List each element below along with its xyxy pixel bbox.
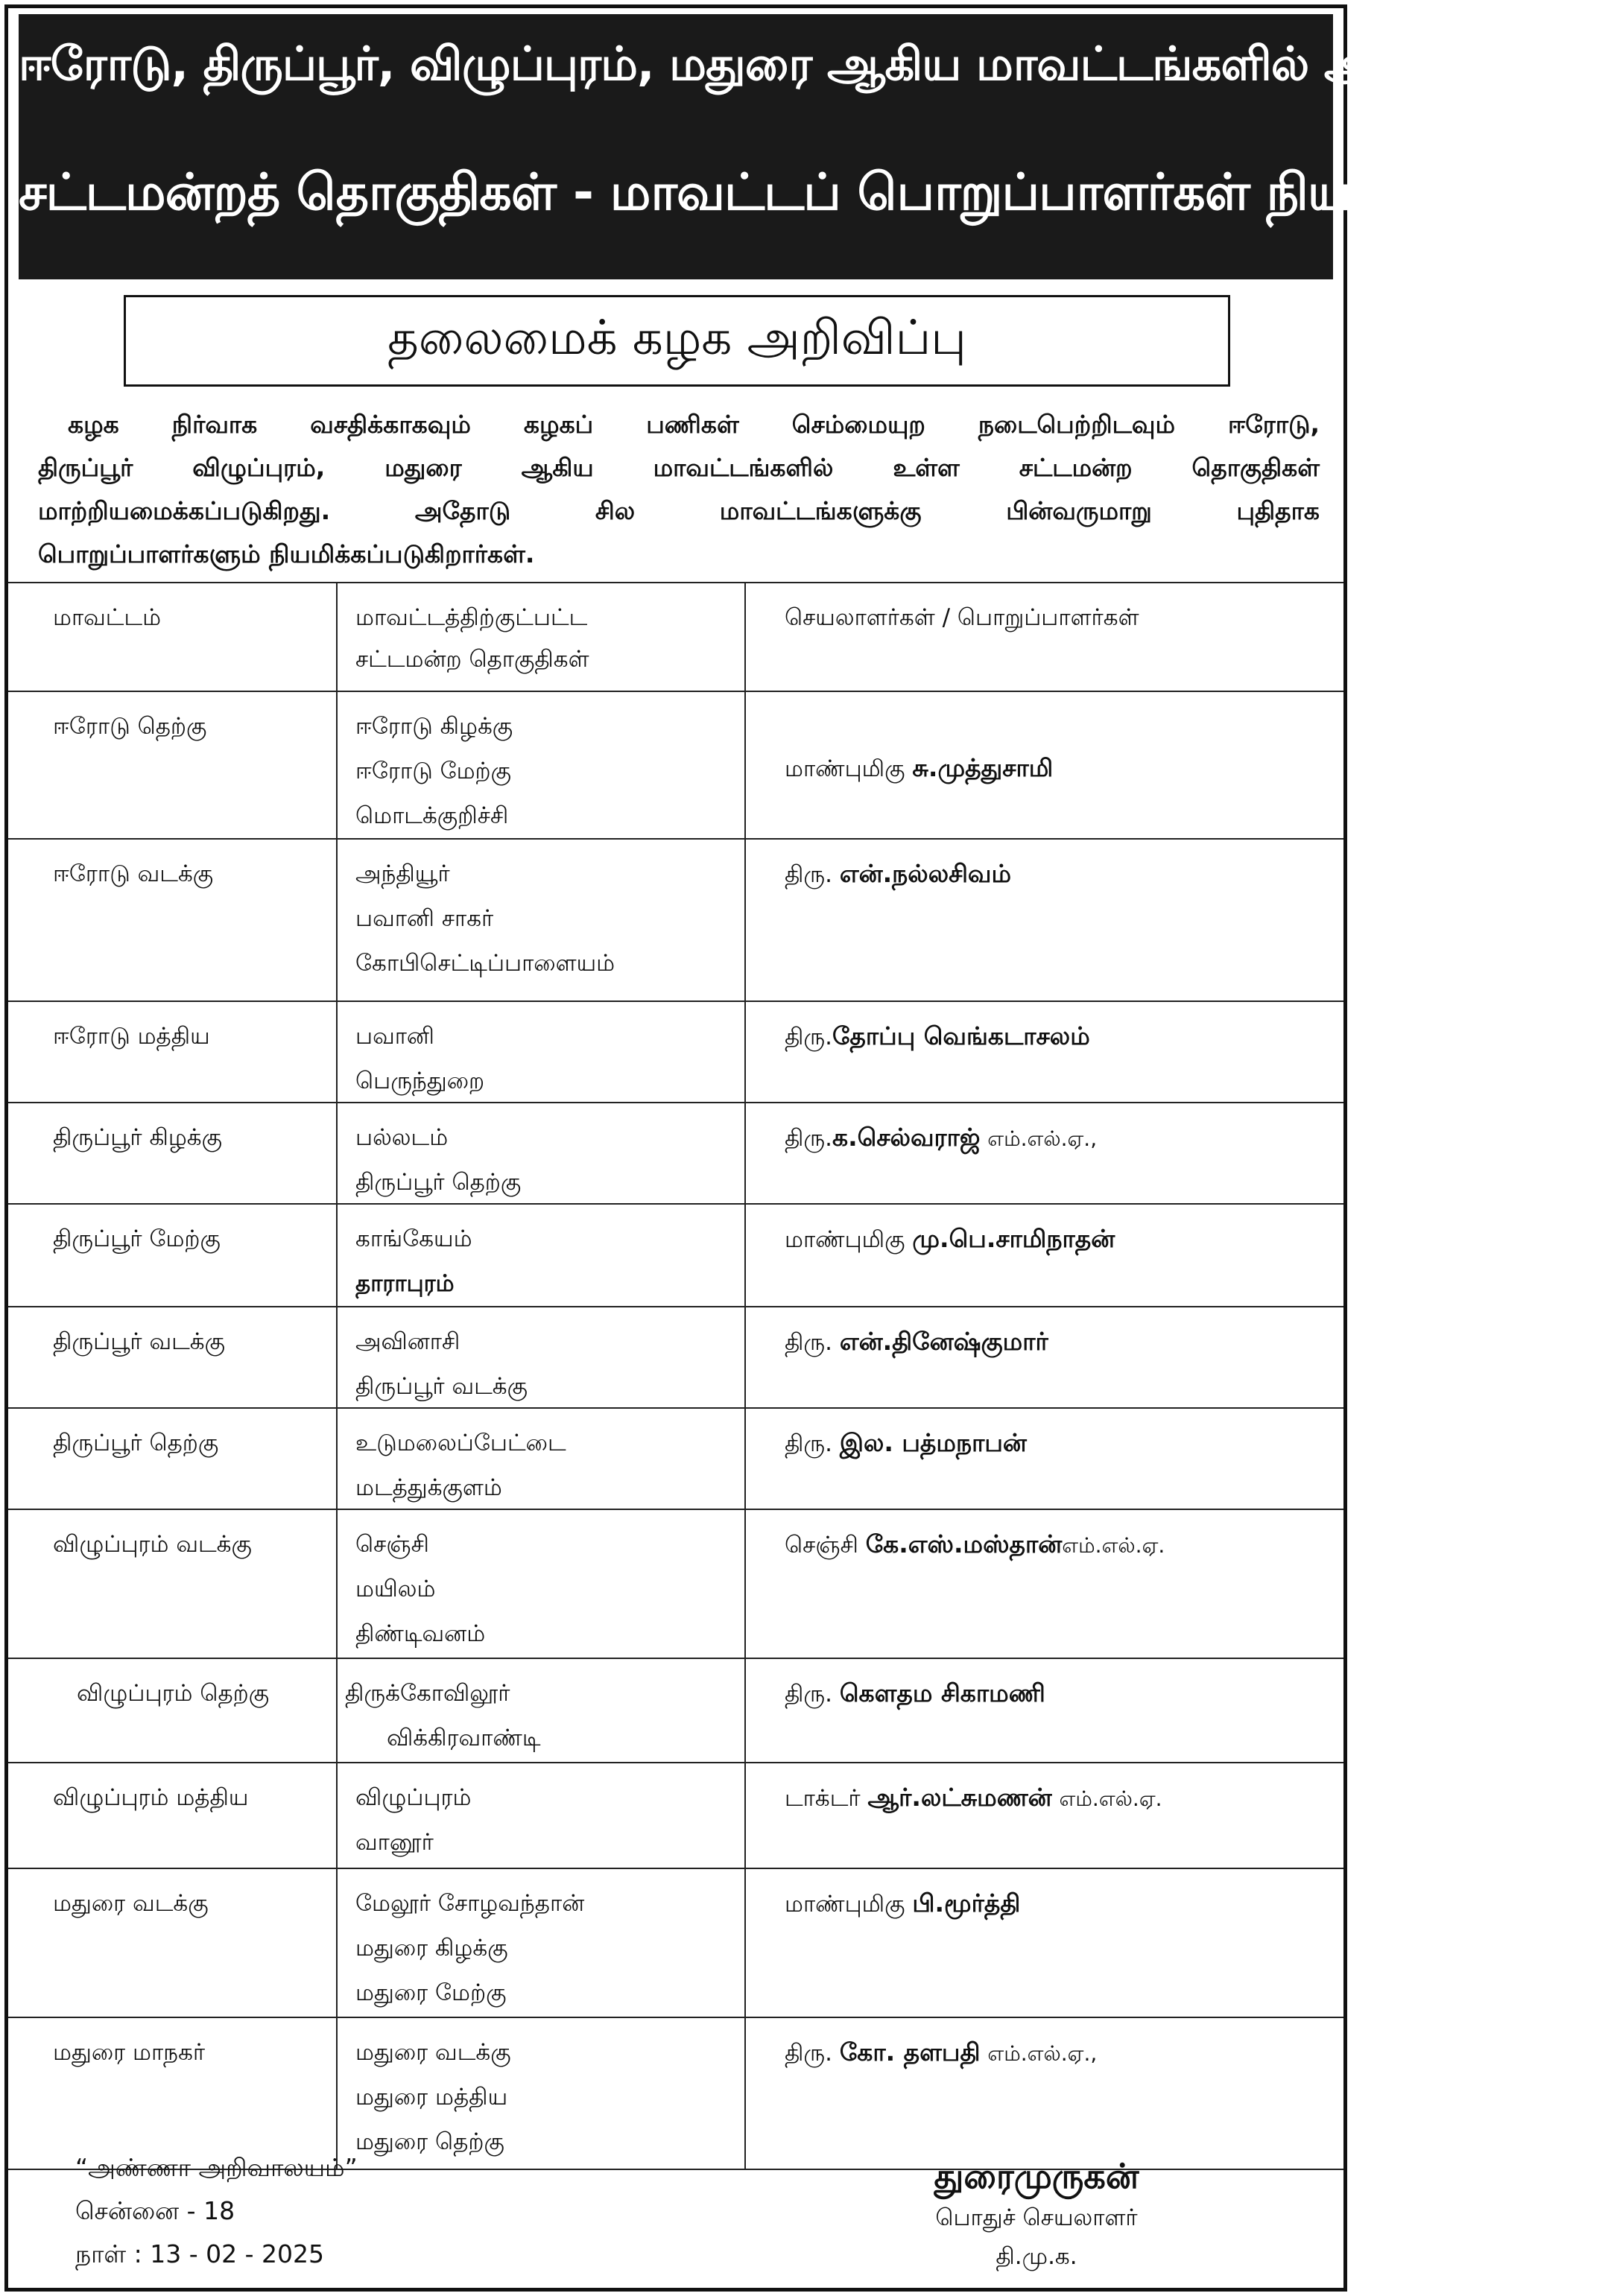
- intro-paragraph: [38, 403, 1320, 576]
- headline-line-1: ஈரோடு, திருப்பூர், விழுப்புரம், மதுரை ஆகிய மாவட்டங்களில் அடங்கியுள்ள: [19, 37, 1608, 91]
- row-secretary: திரு. என்.தினேஷ்குமார்: [785, 1327, 1048, 1356]
- headline-line-2: சட்டமன்றத் தொகுதிகள் - மாவட்டப் பொறுப்பாளர்கள் நியமனம் !: [19, 163, 1519, 222]
- intro-line-1: கழக நிர்வாக வசதிக்காகவும் கழகப் பணிகள் செம்மையுற நடைபெற்றிடவும் ஈரோடு,: [68, 410, 1320, 439]
- row-secretary: திரு. கௌதம சிகாமணி: [785, 1678, 1045, 1707]
- row-constituency: ஈரோடு மேற்கு: [355, 758, 512, 784]
- table-header-row: [8, 583, 1343, 692]
- row-secretary: மாண்புமிகு மு.பெ.சாமிநாதன்: [785, 1224, 1115, 1253]
- row-constituency: மதுரை வடக்கு: [355, 2039, 511, 2066]
- row-secretary: திரு. கோ. தளபதி எம்.எல்.ஏ.,: [785, 2037, 1098, 2067]
- row-secretary: செஞ்சி கே.எஸ்.மஸ்தான்எம்.எல்.ஏ.: [785, 1529, 1165, 1558]
- table-row: [8, 1002, 1343, 1103]
- table-row: [8, 1307, 1343, 1409]
- row-constituency: மேலூர் சோழவந்தான்: [355, 1890, 585, 1917]
- table-row: [8, 1659, 1343, 1763]
- row-constituency: கோபிசெட்டிப்பாளையம்: [355, 950, 615, 977]
- row-constituency: அந்தியூர்: [355, 860, 450, 887]
- row-constituency: செஞ்சி: [355, 1531, 429, 1558]
- row-district: மதுரை மாநகர்: [53, 2039, 206, 2066]
- row-district: திருப்பூர் மேற்கு: [53, 1225, 221, 1252]
- row-district: விழுப்புரம் மத்திய: [53, 1784, 249, 1811]
- row-constituency: திண்டிவனம்: [355, 1620, 486, 1647]
- notice-date: நாள் : 13 - 02 - 2025: [75, 2239, 325, 2268]
- header-secretaries: செயலாளர்கள் / பொறுப்பாளர்கள்: [785, 604, 1139, 631]
- row-constituency: தாராபுரம்: [355, 1270, 455, 1297]
- row-constituency: திருக்கோவிலூர்: [345, 1680, 510, 1707]
- table-row: [8, 1409, 1343, 1510]
- header-constituencies: மாவட்டத்திற்குட்பட்ட சட்டமன்ற தொகுதிகள்: [338, 583, 746, 691]
- signatory-name: துரைமுருகன்: [934, 2156, 1139, 2196]
- intro-line-2: திருப்பூர் விழுப்புரம், மதுரை ஆகிய மாவட்டங்களில் உள்ள சட்டமன்ற தொகுதிகள்: [38, 453, 1320, 482]
- footer-address: [75, 2146, 358, 2276]
- table-row: [8, 1763, 1343, 1869]
- row-district: திருப்பூர் தெற்கு: [53, 1430, 219, 1456]
- address-line-1: “அண்ணா அறிவாலயம்”: [75, 2153, 358, 2182]
- intro-line-3: மாற்றியமைக்கப்படுகிறது. அதோடு சில மாவட்டங்களுக்கு பின்வருமாறு புதிதாக: [38, 496, 1320, 525]
- row-constituency: மதுரை தெற்கு: [355, 2128, 504, 2155]
- row-district: திருப்பூர் கிழக்கு: [53, 1124, 223, 1151]
- row-constituency: மொடக்குறிச்சி: [355, 802, 509, 829]
- row-constituency: அவினாசி: [355, 1328, 460, 1355]
- row-constituency: விழுப்புரம்: [355, 1784, 472, 1811]
- notice-title: தலைமைக் கழக அறிவிப்பு: [124, 295, 1230, 387]
- row-district: மதுரை வடக்கு: [53, 1890, 209, 1917]
- row-secretary: மாண்புமிகு சு.முத்துசாமி: [785, 753, 1054, 782]
- row-district: விழுப்புரம் வடக்கு: [53, 1531, 252, 1558]
- row-district: ஈரோடு மத்திய: [53, 1023, 210, 1050]
- signatory-designation: பொதுச் செயலாளர்: [935, 2204, 1138, 2231]
- row-constituency: திருப்பூர் தெற்கு: [355, 1169, 522, 1196]
- row-secretary: திரு.தோப்பு வெங்கடாசலம்: [785, 1021, 1090, 1050]
- appointments-table: [8, 582, 1343, 2170]
- row-district: ஈரோடு வடக்கு: [53, 860, 214, 887]
- row-constituency: திருப்பூர் வடக்கு: [355, 1373, 528, 1400]
- table-row: [8, 692, 1343, 840]
- header-district: மாவட்டம்: [8, 583, 338, 691]
- row-constituency: வானூர்: [355, 1829, 434, 1856]
- signature-block: [902, 2154, 1171, 2276]
- row-secretary: திரு. இல. பத்மநாபன்: [785, 1428, 1027, 1457]
- row-constituency: மதுரை மேற்கு: [355, 1979, 507, 2006]
- row-constituency: உடுமலைப்பேட்டை: [355, 1430, 566, 1456]
- row-constituency: மடத்துக்குளம்: [355, 1474, 502, 1501]
- row-secretary: மாண்புமிகு பி.மூர்த்தி: [785, 1889, 1021, 1918]
- row-constituency: மதுரை கிழக்கு: [355, 1935, 508, 1962]
- row-district: திருப்பூர் வடக்கு: [53, 1328, 226, 1355]
- row-constituency: விக்கிரவாண்டி: [387, 1725, 541, 1751]
- row-secretary: டாக்டர் ஆர்.லட்சுமணன் எம்.எல்.ஏ.: [785, 1783, 1162, 1812]
- row-constituency: பவானி: [355, 1023, 435, 1050]
- row-secretary: திரு.க.செல்வராஜ் எம்.எல்.ஏ.,: [785, 1123, 1098, 1152]
- table-row: [8, 840, 1343, 1002]
- table-row: [8, 1103, 1343, 1205]
- table-row: [8, 1205, 1343, 1307]
- headline-banner: [19, 14, 1608, 279]
- address-line-2: சென்னை - 18: [75, 2196, 235, 2225]
- row-constituency: மயிலம்: [355, 1576, 436, 1602]
- party-name: தி.மு.க.: [995, 2243, 1077, 2270]
- row-constituency: பல்லடம்: [355, 1124, 449, 1151]
- row-constituency: பெருந்துறை: [355, 1068, 485, 1094]
- row-constituency: பவானி சாகர்: [355, 905, 494, 932]
- row-district: விழுப்புரம் தெற்கு: [77, 1680, 270, 1707]
- table-row: [8, 1869, 1343, 2018]
- row-district: ஈரோடு தெற்கு: [53, 713, 207, 740]
- press-notice-page: [4, 4, 1608, 2292]
- row-constituency: மதுரை மத்திய: [355, 2084, 508, 2111]
- intro-line-4: பொறுப்பாளர்களும் நியமிக்கப்படுகிறார்கள்.: [38, 539, 535, 568]
- row-constituency: காங்கேயம்: [355, 1225, 472, 1252]
- row-secretary: திரு. என்.நல்லசிவம்: [785, 859, 1012, 888]
- row-constituency: ஈரோடு கிழக்கு: [355, 713, 513, 740]
- table-row: [8, 1510, 1343, 1659]
